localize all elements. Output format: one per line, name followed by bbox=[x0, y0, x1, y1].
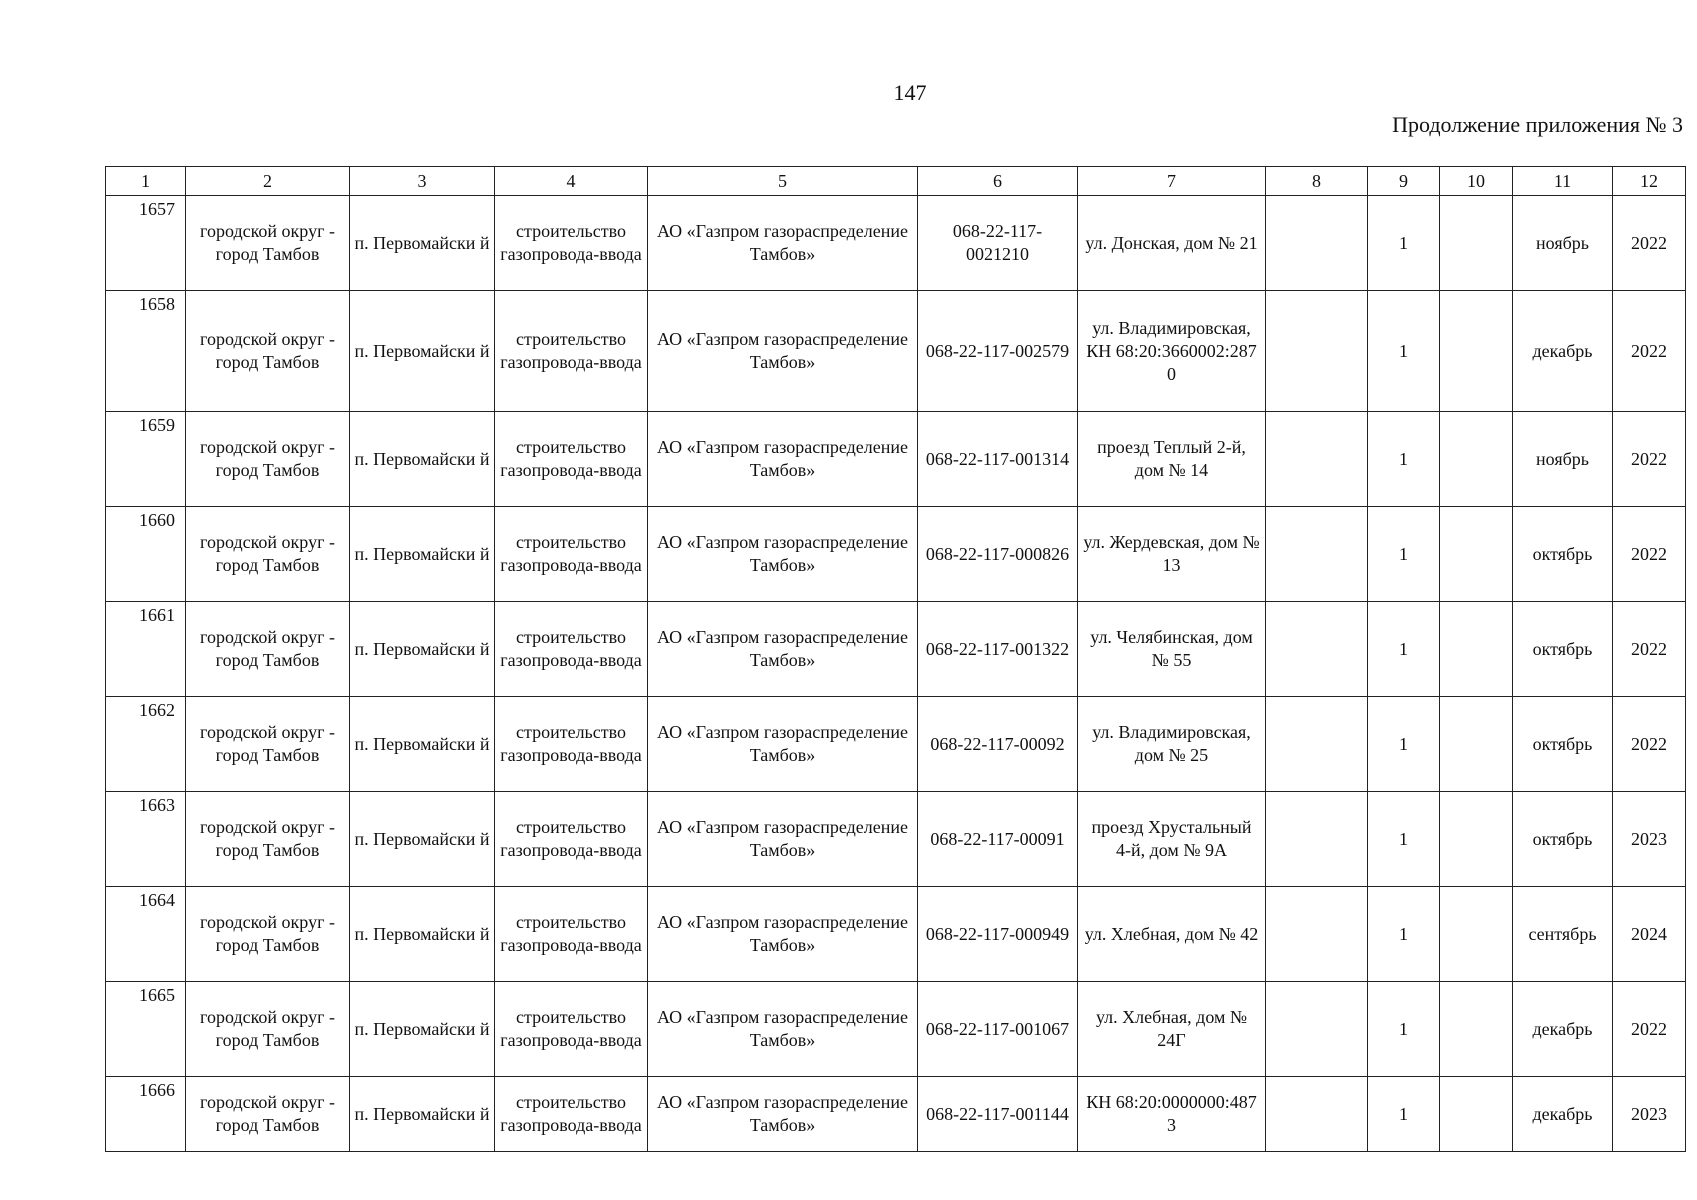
organization-cell: АО «Газпром газораспределение Тамбов» bbox=[648, 792, 918, 887]
month-cell: ноябрь bbox=[1513, 412, 1613, 507]
table-row bbox=[106, 697, 1686, 792]
application-code-cell: 068-22-117-001067 bbox=[918, 982, 1078, 1077]
year-cell: 2024 bbox=[1613, 887, 1686, 982]
column-8-cell bbox=[1266, 412, 1368, 507]
quantity-cell: 1 bbox=[1368, 602, 1440, 697]
month-cell: октябрь bbox=[1513, 697, 1613, 792]
district-cell: городской округ - город Тамбов bbox=[186, 291, 350, 412]
application-code-cell: 068-22-117-000826 bbox=[918, 507, 1078, 602]
address-cell: КН 68:20:0000000:487 3 bbox=[1078, 1077, 1266, 1152]
column-header: 2 bbox=[186, 167, 350, 196]
appendix-continuation-note: Продолжение приложения № 3 bbox=[1392, 112, 1683, 137]
table-row bbox=[106, 507, 1686, 602]
column-header: 11 bbox=[1513, 167, 1613, 196]
locality-cell: п. Первомайски й bbox=[350, 291, 495, 412]
district-cell: городской округ - город Тамбов bbox=[186, 697, 350, 792]
district-cell: городской округ - город Тамбов bbox=[186, 982, 350, 1077]
locality-cell: п. Первомайски й bbox=[350, 982, 495, 1077]
table-row bbox=[106, 196, 1686, 291]
year-cell: 2022 bbox=[1613, 602, 1686, 697]
column-header: 7 bbox=[1078, 167, 1266, 196]
table-row bbox=[106, 291, 1686, 412]
organization-cell: АО «Газпром газораспределение Тамбов» bbox=[648, 602, 918, 697]
column-10-cell bbox=[1440, 792, 1513, 887]
work-type-cell: строительство газопровода-ввода bbox=[495, 982, 648, 1077]
address-cell: ул. Владимировская, КН 68:20:3660002:287 0 bbox=[1078, 291, 1266, 412]
organization-cell: АО «Газпром газораспределение Тамбов» bbox=[648, 982, 918, 1077]
table-row bbox=[106, 1077, 1686, 1152]
column-10-cell bbox=[1440, 602, 1513, 697]
column-header: 4 bbox=[495, 167, 648, 196]
year-cell: 2023 bbox=[1613, 1077, 1686, 1152]
address-cell: ул. Жердевская, дом № 13 bbox=[1078, 507, 1266, 602]
column-8-cell bbox=[1266, 196, 1368, 291]
locality-cell: п. Первомайски й bbox=[350, 602, 495, 697]
year-cell: 2023 bbox=[1613, 792, 1686, 887]
column-10-cell bbox=[1440, 982, 1513, 1077]
column-8-cell bbox=[1266, 291, 1368, 412]
column-header: 8 bbox=[1266, 167, 1368, 196]
quantity-cell: 1 bbox=[1368, 1077, 1440, 1152]
row-number-cell: 1666 bbox=[106, 1077, 186, 1152]
registry-table bbox=[105, 166, 1686, 1152]
column-10-cell bbox=[1440, 196, 1513, 291]
locality-cell: п. Первомайски й bbox=[350, 697, 495, 792]
district-cell: городской округ - город Тамбов bbox=[186, 507, 350, 602]
column-header: 6 bbox=[918, 167, 1078, 196]
table-row bbox=[106, 412, 1686, 507]
quantity-cell: 1 bbox=[1368, 697, 1440, 792]
work-type-cell: строительство газопровода-ввода bbox=[495, 1077, 648, 1152]
quantity-cell: 1 bbox=[1368, 291, 1440, 412]
month-cell: декабрь bbox=[1513, 982, 1613, 1077]
district-cell: городской округ - город Тамбов bbox=[186, 412, 350, 507]
month-cell: октябрь bbox=[1513, 602, 1613, 697]
district-cell: городской округ - город Тамбов bbox=[186, 887, 350, 982]
application-code-cell: 068-22-117-00091 bbox=[918, 792, 1078, 887]
table-row bbox=[106, 602, 1686, 697]
row-number-cell: 1657 bbox=[106, 196, 186, 291]
district-cell: городской округ - город Тамбов bbox=[186, 602, 350, 697]
organization-cell: АО «Газпром газораспределение Тамбов» bbox=[648, 887, 918, 982]
quantity-cell: 1 bbox=[1368, 507, 1440, 602]
work-type-cell: строительство газопровода-ввода bbox=[495, 291, 648, 412]
address-cell: проезд Хрустальный 4-й, дом № 9А bbox=[1078, 792, 1266, 887]
month-cell: октябрь bbox=[1513, 792, 1613, 887]
locality-cell: п. Первомайски й bbox=[350, 196, 495, 291]
column-header: 5 bbox=[648, 167, 918, 196]
locality-cell: п. Первомайски й bbox=[350, 412, 495, 507]
year-cell: 2022 bbox=[1613, 507, 1686, 602]
month-cell: декабрь bbox=[1513, 291, 1613, 412]
locality-cell: п. Первомайски й bbox=[350, 792, 495, 887]
quantity-cell: 1 bbox=[1368, 982, 1440, 1077]
row-number-cell: 1662 bbox=[106, 697, 186, 792]
column-8-cell bbox=[1266, 887, 1368, 982]
column-8-cell bbox=[1266, 792, 1368, 887]
application-code-cell: 068-22-117-0021210 bbox=[918, 196, 1078, 291]
column-header: 9 bbox=[1368, 167, 1440, 196]
table-row bbox=[106, 792, 1686, 887]
address-cell: ул. Хлебная, дом № 24Г bbox=[1078, 982, 1266, 1077]
quantity-cell: 1 bbox=[1368, 196, 1440, 291]
row-number-cell: 1664 bbox=[106, 887, 186, 982]
column-header: 10 bbox=[1440, 167, 1513, 196]
address-cell: проезд Теплый 2-й, дом № 14 bbox=[1078, 412, 1266, 507]
work-type-cell: строительство газопровода-ввода bbox=[495, 196, 648, 291]
table-row bbox=[106, 982, 1686, 1077]
column-8-cell bbox=[1266, 1077, 1368, 1152]
month-cell: ноябрь bbox=[1513, 196, 1613, 291]
year-cell: 2022 bbox=[1613, 196, 1686, 291]
row-number-cell: 1661 bbox=[106, 602, 186, 697]
locality-cell: п. Первомайски й bbox=[350, 1077, 495, 1152]
month-cell: декабрь bbox=[1513, 1077, 1613, 1152]
work-type-cell: строительство газопровода-ввода bbox=[495, 887, 648, 982]
column-8-cell bbox=[1266, 507, 1368, 602]
work-type-cell: строительство газопровода-ввода bbox=[495, 412, 648, 507]
organization-cell: АО «Газпром газораспределение Тамбов» bbox=[648, 697, 918, 792]
application-code-cell: 068-22-117-001322 bbox=[918, 602, 1078, 697]
district-cell: городской округ - город Тамбов bbox=[186, 196, 350, 291]
application-code-cell: 068-22-117-001314 bbox=[918, 412, 1078, 507]
year-cell: 2022 bbox=[1613, 291, 1686, 412]
year-cell: 2022 bbox=[1613, 697, 1686, 792]
quantity-cell: 1 bbox=[1368, 887, 1440, 982]
application-code-cell: 068-22-117-00092 bbox=[918, 697, 1078, 792]
organization-cell: АО «Газпром газораспределение Тамбов» bbox=[648, 196, 918, 291]
page-number: 147 bbox=[893, 80, 927, 105]
table-row bbox=[106, 887, 1686, 982]
locality-cell: п. Первомайски й bbox=[350, 507, 495, 602]
column-10-cell bbox=[1440, 291, 1513, 412]
column-header: 1 bbox=[106, 167, 186, 196]
district-cell: городской округ - город Тамбов bbox=[186, 792, 350, 887]
column-header: 12 bbox=[1613, 167, 1686, 196]
quantity-cell: 1 bbox=[1368, 412, 1440, 507]
work-type-cell: строительство газопровода-ввода bbox=[495, 507, 648, 602]
row-number-cell: 1659 bbox=[106, 412, 186, 507]
column-8-cell bbox=[1266, 982, 1368, 1077]
column-10-cell bbox=[1440, 507, 1513, 602]
month-cell: октябрь bbox=[1513, 507, 1613, 602]
column-10-cell bbox=[1440, 697, 1513, 792]
organization-cell: АО «Газпром газораспределение Тамбов» bbox=[648, 412, 918, 507]
column-10-cell bbox=[1440, 887, 1513, 982]
organization-cell: АО «Газпром газораспределение Тамбов» bbox=[648, 1077, 918, 1152]
column-number-row bbox=[106, 167, 1686, 196]
address-cell: ул. Хлебная, дом № 42 bbox=[1078, 887, 1266, 982]
column-10-cell bbox=[1440, 1077, 1513, 1152]
column-header: 3 bbox=[350, 167, 495, 196]
organization-cell: АО «Газпром газораспределение Тамбов» bbox=[648, 507, 918, 602]
column-10-cell bbox=[1440, 412, 1513, 507]
row-number-cell: 1663 bbox=[106, 792, 186, 887]
organization-cell: АО «Газпром газораспределение Тамбов» bbox=[648, 291, 918, 412]
row-number-cell: 1660 bbox=[106, 507, 186, 602]
address-cell: ул. Челябинская, дом № 55 bbox=[1078, 602, 1266, 697]
row-number-cell: 1665 bbox=[106, 982, 186, 1077]
work-type-cell: строительство газопровода-ввода bbox=[495, 602, 648, 697]
table-body bbox=[106, 196, 1686, 1152]
row-number-cell: 1658 bbox=[106, 291, 186, 412]
address-cell: ул. Владимировская, дом № 25 bbox=[1078, 697, 1266, 792]
district-cell: городской округ - город Тамбов bbox=[186, 1077, 350, 1152]
application-code-cell: 068-22-117-001144 bbox=[918, 1077, 1078, 1152]
work-type-cell: строительство газопровода-ввода bbox=[495, 792, 648, 887]
quantity-cell: 1 bbox=[1368, 792, 1440, 887]
year-cell: 2022 bbox=[1613, 982, 1686, 1077]
locality-cell: п. Первомайски й bbox=[350, 887, 495, 982]
application-code-cell: 068-22-117-000949 bbox=[918, 887, 1078, 982]
work-type-cell: строительство газопровода-ввода bbox=[495, 697, 648, 792]
month-cell: сентябрь bbox=[1513, 887, 1613, 982]
address-cell: ул. Донская, дом № 21 bbox=[1078, 196, 1266, 291]
column-8-cell bbox=[1266, 602, 1368, 697]
column-8-cell bbox=[1266, 697, 1368, 792]
application-code-cell: 068-22-117-002579 bbox=[918, 291, 1078, 412]
year-cell: 2022 bbox=[1613, 412, 1686, 507]
